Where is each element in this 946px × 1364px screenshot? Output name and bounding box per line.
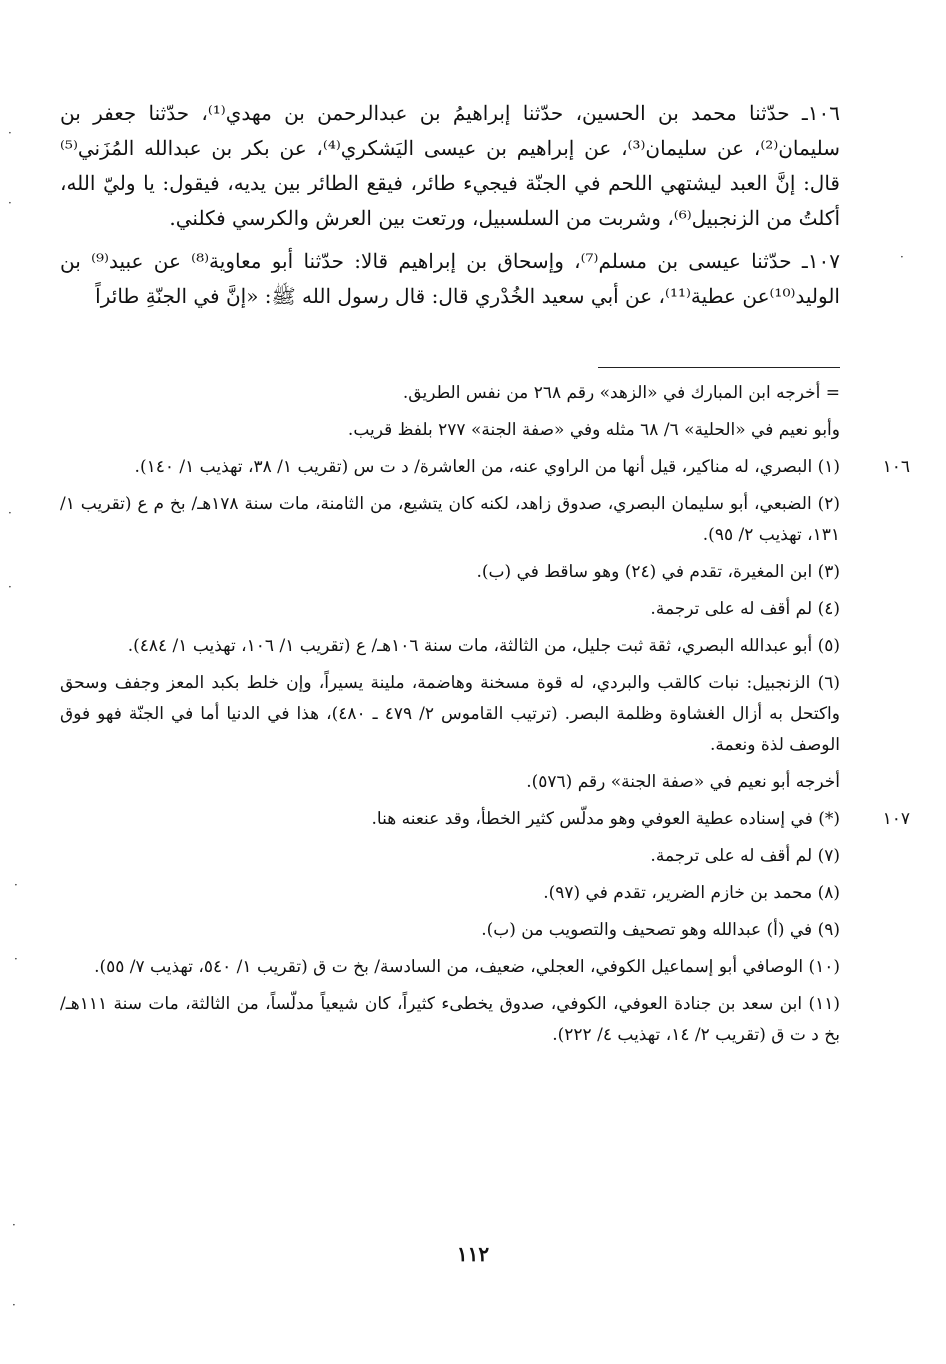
footnote-separator xyxy=(598,367,840,368)
main-text xyxy=(60,96,840,322)
margin-mark: · xyxy=(8,196,12,210)
hadith-106: ١٠٦ـ حدّثنا محمد بن الحسين، حدّثنا إبراهيمُ بن عبدالرحمن بن مهدي⁽¹⁾، حدّثنا جعفر بن سليمان⁽²⁾، عن سليمان⁽³⁾، عن إبراهيم بن عيسى اليَشكري⁽⁴⁾، عن بكر بن عبدالله المُزَني⁽⁵⁾ قال: إنَّ العبد ليشتهي اللحم في الجنّة فيجيء طائر، فيقع الطائر بين يديه، فيقول: يا وليّ الله، أكلتُ من الزنجبيل⁽⁶⁾، وشربت من السلسبيل، ورتعت بين العرش والكرسي فكلني. xyxy=(60,101,840,230)
footnote-text: (٤) لم أقف له على ترجمة. xyxy=(650,599,840,619)
footnote-item xyxy=(60,804,910,835)
footnote-item xyxy=(60,557,840,588)
footnote-item xyxy=(60,989,840,1051)
footnote-text: (٥) أبو عبدالله البصري، ثقة ثبت جليل، من الثالثة، مات سنة ١٠٦هـ/ ع (تقريب ١/ ١٠٦، تهذيب ١/ ٤٨٤). xyxy=(127,636,840,656)
footnote-item xyxy=(60,878,840,909)
margin-mark: · xyxy=(8,506,12,520)
margin-mark: · xyxy=(8,580,12,594)
footnote-text: (٣) ابن المغيرة، تقدم في (٢٤) وهو ساقط في (ب). xyxy=(476,562,840,582)
footnote-hadith-number: ١٠٧ xyxy=(882,809,910,829)
footnote-item xyxy=(60,415,840,446)
footnote-item xyxy=(60,668,840,761)
margin-mark: · xyxy=(14,878,18,892)
footnote-item xyxy=(60,452,910,483)
margin-mark: · xyxy=(12,1298,16,1312)
margin-mark: · xyxy=(12,1218,16,1232)
footnotes xyxy=(60,378,910,1057)
margin-mark: · xyxy=(8,126,12,140)
footnote-text: (٩) في (أ) عبدالله وهو تصحيف والتصويب من (ب). xyxy=(481,920,840,940)
footnote-text: أخرجه أبو نعيم في «صفة الجنة» رقم (٥٧٦). xyxy=(526,772,840,792)
footnote-item xyxy=(60,841,840,872)
footnote-text: (٦) الزنجبيل: نبات كالقب والبردي، له قوة مسخنة وهاضمة، ملينة يسيراً، وإن خلط بكبد المعز وجفف وسحق واكتحل به أزال الغشاوة وظلمة البصر. (ترتيب القاموس ٢/ ٤٧٩ ـ ٤٨٠)، هذا في الدنيا أما في الجنّة فهو فوق الوصف لذة ونعمة. xyxy=(60,673,840,755)
footnote-item xyxy=(60,952,840,983)
page-number: ١١٢ xyxy=(456,1242,490,1266)
footnote-text: = أخرجه ابن المبارك في «الزهد» رقم ٢٦٨ من نفس الطريق. xyxy=(402,383,840,403)
footnote-text: (٢) الضبعي، أبو سليمان البصري، صدوق زاهد، لكنه كان يتشيع، من الثامنة، مات سنة ١٧٨هـ/ بخ م ع (تقريب ١/ ١٣١، تهذيب ٢/ ٩٥). xyxy=(60,494,840,545)
footnote-item xyxy=(60,915,840,946)
footnote-text: (٨) محمد بن خازم الضرير، تقدم في (٩٧). xyxy=(543,883,840,903)
footnote-text: (١١) ابن سعد بن جنادة العوفي، الكوفي، صدوق يخطىء كثيراً، كان شيعياً مدلّساً، من الثالثة، مات سنة ١١١هـ/ بخ د ت ق (تقريب ٢/ ١٤، تهذيب ٤/ ٢٢٢). xyxy=(60,994,840,1045)
footnote-item xyxy=(60,489,840,551)
margin-mark: · xyxy=(900,250,904,264)
footnote-item xyxy=(60,631,840,662)
footnote-text: وأبو نعيم في «الحلية» ٦/ ٦٨ مثله وفي «صفة الجنة» ٢٧٧ بلفظ قريب. xyxy=(347,420,840,440)
footnote-item xyxy=(60,767,840,798)
footnote-text: (٧) لم أقف له على ترجمة. xyxy=(650,846,840,866)
margin-mark: · xyxy=(14,952,18,966)
hadith-107: ١٠٧ـ حدّثنا عيسى بن مسلم⁽⁷⁾، وإسحاق بن إبراهيم قالا: حدّثنا أبو معاوية⁽⁸⁾ عن عبيد⁽⁹⁾ بن الوليد⁽¹⁰⁾عن عطية⁽¹¹⁾، عن أبي سعيد الخُدْري قال: قال رسول الله ﷺ: «إنَّ في الجنّةِ طائراً xyxy=(60,249,841,308)
footnote-text: (١) البصري، له مناكير، قيل أنها من الراوي عنه، من العاشرة/ د ت س (تقريب ١/ ٣٨، تهذيب ١/ ١٤٠). xyxy=(134,457,840,477)
footnote-text: (١٠) الوصافي أبو إسماعيل الكوفي، العجلي، ضعيف، من السادسة/ بخ ت ق (تقريب ١/ ٥٤٠، تهذيب ٧/ ٥٥). xyxy=(94,957,840,977)
footnote-item xyxy=(60,594,840,625)
footnote-hadith-number: ١٠٦ xyxy=(882,457,910,477)
footnote-item xyxy=(60,378,840,409)
footnote-text: (*) في إسناده عطية العوفي وهو مدلّس كثير الخطأ، وقد عنعنه هنا. xyxy=(371,809,840,829)
